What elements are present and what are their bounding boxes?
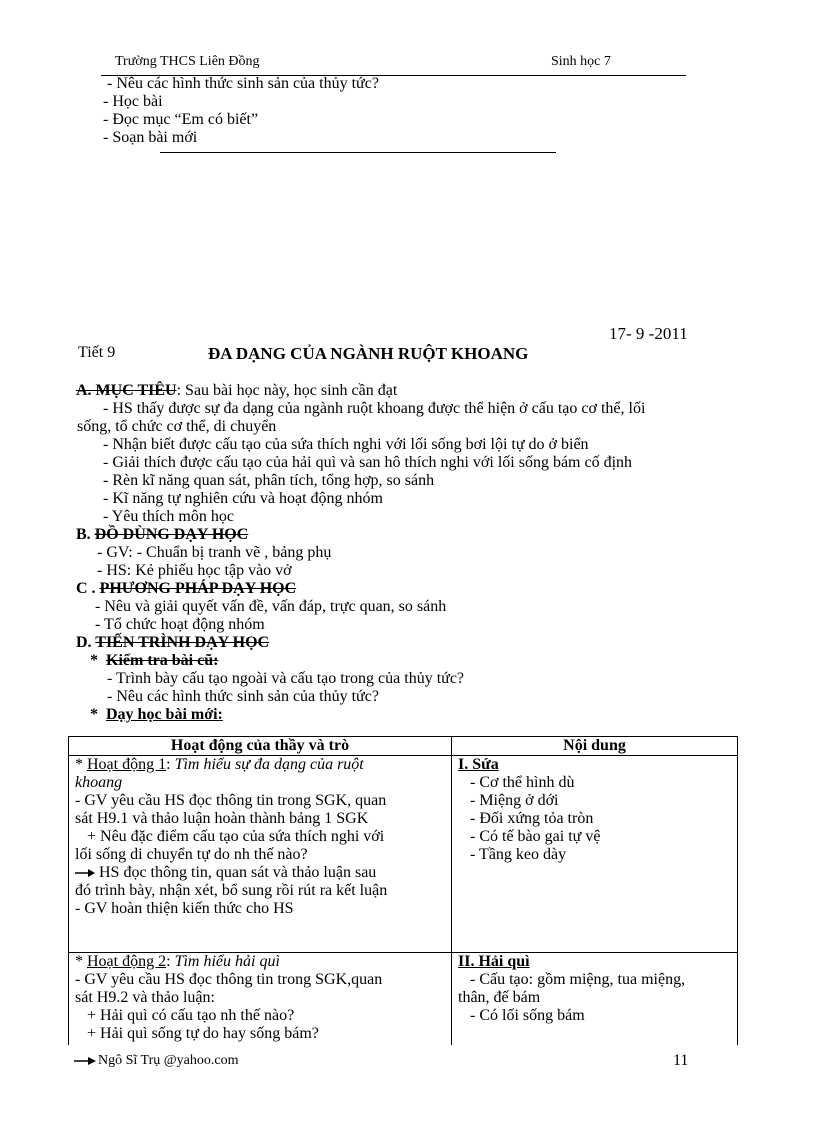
- activity-table: [68, 736, 738, 1045]
- activity-1-cell: [69, 756, 452, 953]
- section-c-label: PHƯƠNG PHÁP DẠY HỌC: [99, 580, 297, 597]
- activity-1-label: Hoạt động 1: [87, 756, 167, 773]
- content-1-line: - Có tế bào gai tự vệ: [470, 828, 601, 845]
- section-a-line: - HS thấy được sự đa dạng của ngành ruột khoang được thể hiện ở cấu tạo cơ thể, lối: [103, 400, 646, 417]
- content-2-cell: [452, 953, 738, 1046]
- activity-1-line: - GV yêu cầu HS đọc thông tin trong SGK, quan: [75, 792, 387, 809]
- page-number: 11: [673, 1052, 689, 1069]
- activity-1-line: lối sống di chuyển tự do nh thế nào?: [75, 846, 308, 863]
- activity-2-heading: * Hoạt động 2: Tìm hiểu hải quì: [75, 953, 280, 970]
- section-a-intro: : Sau bài học này, học sinh cần đạt: [176, 382, 398, 399]
- activity-1-title-cont: khoang: [75, 774, 123, 791]
- header-subject: Sinh học 7: [551, 54, 611, 69]
- activity-1-line: đó trình bày, nhận xét, bổ sung rồi rút ra kết luận: [75, 882, 388, 899]
- section-c-line: - Tổ chức hoạt động nhóm: [95, 616, 265, 633]
- section-d-heading: [76, 634, 269, 652]
- new-lesson-label: Dạy học bài mới:: [106, 706, 223, 723]
- footer-author-text: Ngô Sĩ Trụ @yahoo.com: [98, 1053, 239, 1068]
- activity-2-line: + Hải quì có cấu tạo nh thế nào?: [87, 1007, 295, 1024]
- activity-2-label: Hoạt động 2: [87, 953, 167, 970]
- check-label: Kiểm tra bài cũ:: [106, 652, 219, 669]
- content-1-label: I. Sứa: [458, 756, 499, 773]
- activity-1-arrow-line: [75, 864, 445, 882]
- content-1-line: - Cơ thể hình dù: [470, 774, 575, 791]
- check-line: - Trình bày cấu tạo ngoài và cấu tạo trong của thủy tức?: [107, 670, 465, 687]
- prev-line: - Soạn bài mới: [103, 129, 198, 146]
- header-school: Trường THCS Liên Đồng: [115, 54, 260, 69]
- activity-2-cell: [69, 953, 452, 1046]
- prev-line: - Học bài: [103, 93, 163, 110]
- separator-rule: [160, 152, 556, 153]
- activity-1-arrow-text: HS đọc thông tin, quan sát và thảo luận sau: [95, 864, 377, 881]
- activity-1-line: - GV hoàn thiện kiến thức cho HS: [75, 900, 294, 917]
- arrow-right-icon: [74, 1056, 96, 1066]
- content-2-line: thân, đế bám: [458, 989, 541, 1006]
- section-b-label: ĐỒ DÙNG DẠY HỌC: [94, 526, 249, 543]
- section-b-line: - GV: - Chuẩn bị tranh vẽ , bảng phụ: [97, 544, 332, 561]
- activity-1-heading: * Hoạt động 1: Tìm hiểu sự đa dạng của ruột: [75, 756, 364, 773]
- activity-2-title: Tìm hiểu hải quì: [174, 953, 280, 970]
- section-c-heading: [76, 580, 296, 598]
- content-2-line: - Cấu tạo: gồm miệng, tua miệng,: [470, 971, 686, 988]
- arrow-right-icon: [75, 868, 95, 878]
- content-2-line: - Có lối sống bám: [470, 1007, 585, 1024]
- prev-line: - Đọc mục “Em có biết”: [103, 111, 259, 128]
- lesson-number: Tiết 9: [78, 344, 116, 361]
- section-a-line: sống, tổ chức cơ thể, di chuyển: [77, 418, 277, 435]
- section-a-heading: [76, 382, 397, 400]
- content-1-line: - Tầng keo dày: [470, 846, 567, 863]
- content-1-line: - Đối xứng tỏa tròn: [470, 810, 594, 827]
- check-line: - Nêu các hình thức sinh sản của thủy tức?: [107, 688, 379, 705]
- section-c-prefix: C .: [76, 580, 100, 597]
- footer-author: [74, 1053, 238, 1069]
- col-header-content: Nội dung: [452, 737, 738, 756]
- activity-1-line: sát H9.1 và thảo luận hoàn thành bảng 1 SGK: [75, 810, 369, 827]
- activity-2-line: sát H9.2 và thảo luận:: [75, 989, 215, 1006]
- section-a-label: A. MỤC TIÊU: [76, 382, 177, 399]
- section-a-line: - Kĩ năng tự nghiên cứu và hoạt động nhóm: [103, 490, 383, 507]
- section-a-line: - Nhận biết được cấu tạo của sứa thích nghi với lối sống bơi lội tự do ở biển: [103, 436, 589, 453]
- section-c-line: - Nêu và giải quyết vấn đề, vấn đáp, trực quan, so sánh: [95, 598, 447, 615]
- lesson-title: ĐA DẠNG CỦA NGÀNH RUỘT KHOANG: [208, 344, 529, 363]
- section-a-line: - Yêu thích môn học: [103, 508, 234, 525]
- col-header-activities: Hoạt động của thầy và trò: [69, 737, 452, 756]
- content-1-cell: [452, 756, 738, 953]
- lesson-date: 17- 9 -2011: [609, 324, 688, 343]
- activity-2-line: + Hải quì sống tự do hay sống bám?: [87, 1025, 319, 1042]
- new-lesson-heading: * Dạy học bài mới:: [90, 706, 223, 723]
- content-1-line: - Miệng ở dới: [470, 792, 559, 809]
- section-a-line: - Giải thích được cấu tạo của hải quì và san hô thích nghi với lối sống bám cố định: [103, 454, 633, 471]
- activity-1-line: + Nêu đặc điểm cấu tạo của sứa thích nghi với: [87, 828, 385, 845]
- section-d-label: TIẾN TRÌNH DẠY HỌC: [95, 634, 270, 651]
- prev-line: - Nêu các hình thức sinh sản của thủy tức?: [107, 75, 379, 92]
- section-a-line: - Rèn kĩ năng quan sát, phân tích, tổng hợp, so sánh: [103, 472, 435, 489]
- activity-2-line: - GV yêu cầu HS đọc thông tin trong SGK,quan: [75, 971, 383, 988]
- section-d-prefix: D.: [76, 634, 96, 651]
- section-b-prefix: B.: [76, 526, 95, 543]
- content-2-label: II. Hải quì: [458, 953, 530, 970]
- section-b-line: - HS: Kẻ phiếu học tập vào vở: [97, 562, 292, 579]
- section-b-heading: [76, 526, 248, 544]
- activity-1-title: Tìm hiểu sự đa dạng của ruột: [174, 756, 364, 773]
- check-heading: * Kiểm tra bài cũ:: [90, 652, 219, 669]
